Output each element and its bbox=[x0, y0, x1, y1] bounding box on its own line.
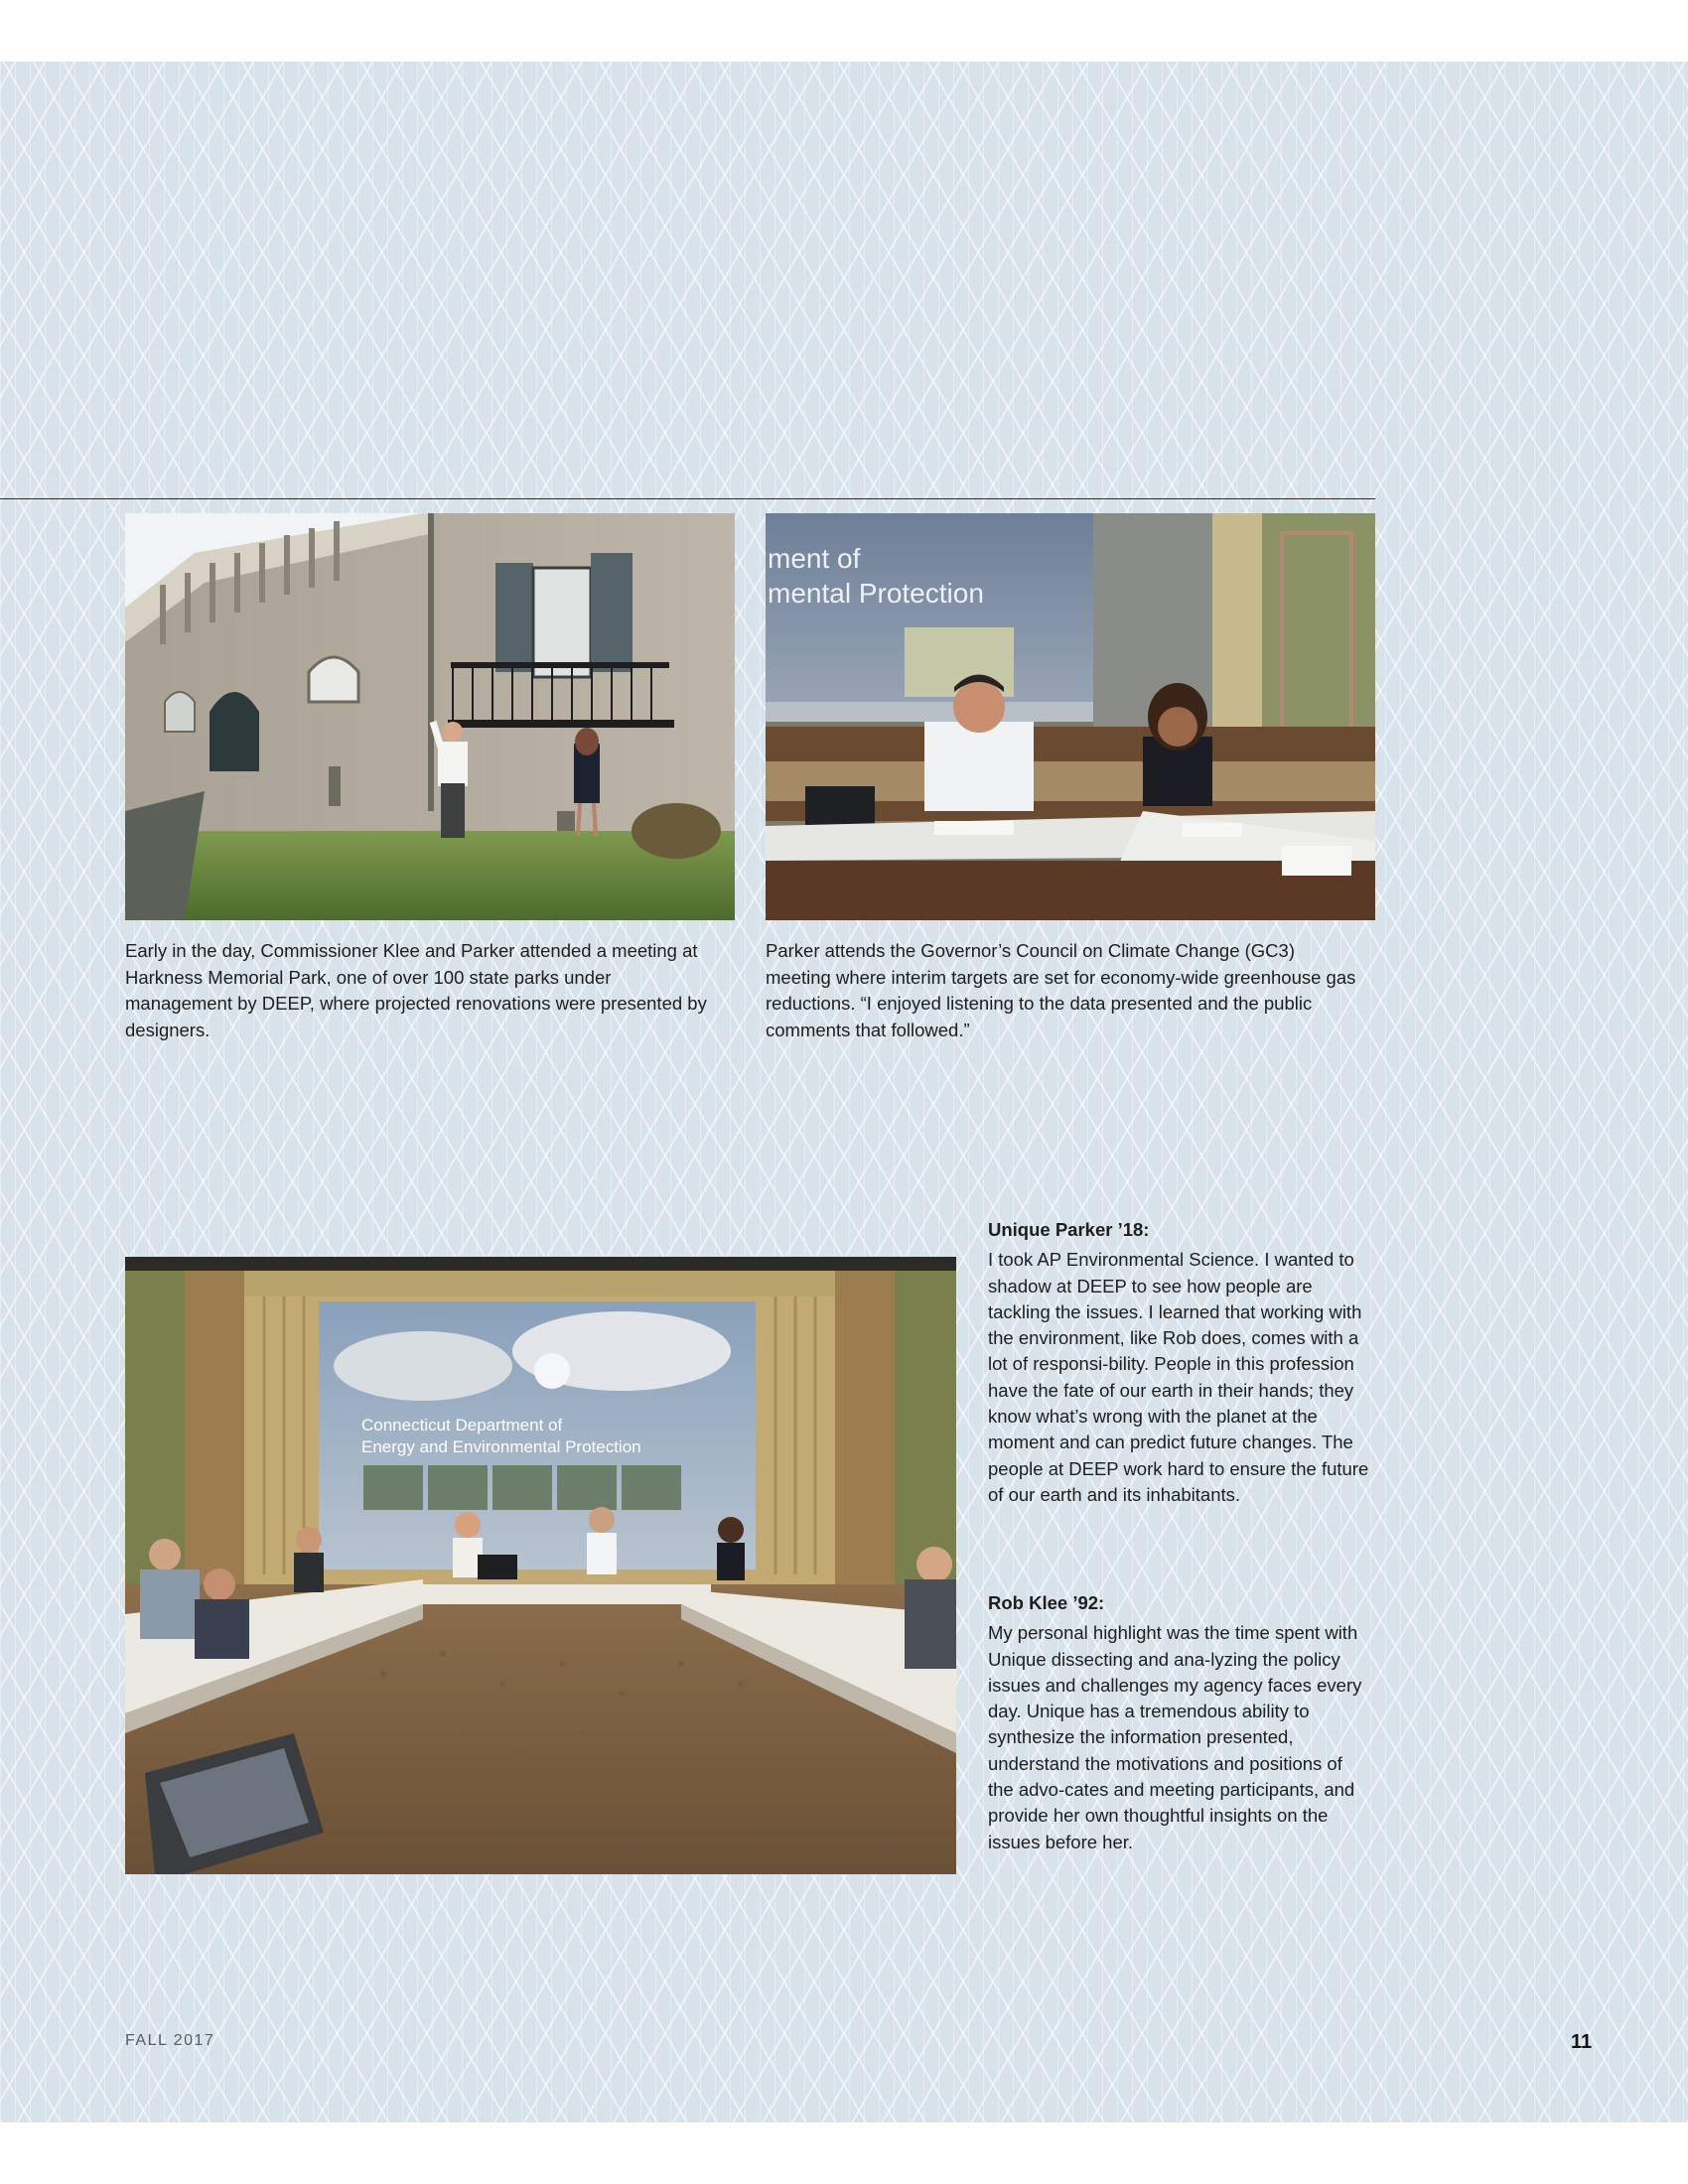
page-number: 11 bbox=[1571, 2031, 1593, 2053]
quote-unique-parker bbox=[988, 1217, 1369, 1508]
photo-harkness-illustration bbox=[125, 513, 735, 920]
quote-author-rob-klee: Rob Klee ’92: bbox=[988, 1592, 1105, 1613]
photo-harkness-memorial-park bbox=[125, 513, 735, 920]
quote-rob-klee bbox=[988, 1590, 1369, 1855]
council-screen-text-line1: Connecticut Department of bbox=[361, 1416, 563, 1434]
quote-author-unique-parker: Unique Parker ’18: bbox=[988, 1219, 1150, 1240]
photo-council-meeting bbox=[125, 1257, 956, 1874]
photo-council-illustration bbox=[125, 1257, 956, 1874]
council-screen-text-line2: Energy and Environmental Protection bbox=[361, 1437, 641, 1456]
quote-text-rob-klee: My personal highlight was the time spent with Unique dissecting and ana-lyzing the policy issues and challenges my agency faces every day. Unique has a tremendous ability to synthesize the information presented, understand the motivations and positions of the advo-cates and meeting participants, and provide her own thoughtful insights on the issues before her. bbox=[988, 1622, 1362, 1852]
gc3-screen-text-line1: ment of bbox=[768, 543, 861, 574]
gc3-screen-text-line2: mental Protection bbox=[768, 578, 984, 609]
caption-harkness: Early in the day, Commissioner Klee and Parker attended a meeting at Harkness Memorial Park, one of over 100 state parks under management by DEEP, where projected renovations were presented by designers. bbox=[125, 940, 707, 1040]
photo-gc3-illustration bbox=[766, 513, 1375, 920]
quote-text-unique-parker: I took AP Environmental Science. I wanted to shadow at DEEP to see how people are tackling the issues. I learned that working with the environment, like Rob does, comes with a lot of responsi-bility. People in this profession have the fate of our earth in their hands; they know what’s wrong with the planet at the moment and can predict future changes. The people at DEEP work hard to ensure the future of our earth and its inhabitants. bbox=[988, 1249, 1369, 1505]
footer-issue-label: FALL 2017 bbox=[125, 2032, 215, 2049]
horizontal-rule bbox=[0, 498, 1375, 499]
caption-gc3: Parker attends the Governor’s Council on Climate Change (GC3) meeting where interim targets are set for economy-wide greenhouse gas reductions. “I enjoyed listening to the data presented and the public comments that followed.” bbox=[766, 940, 1356, 1040]
photo-gc3-meeting bbox=[766, 513, 1375, 920]
